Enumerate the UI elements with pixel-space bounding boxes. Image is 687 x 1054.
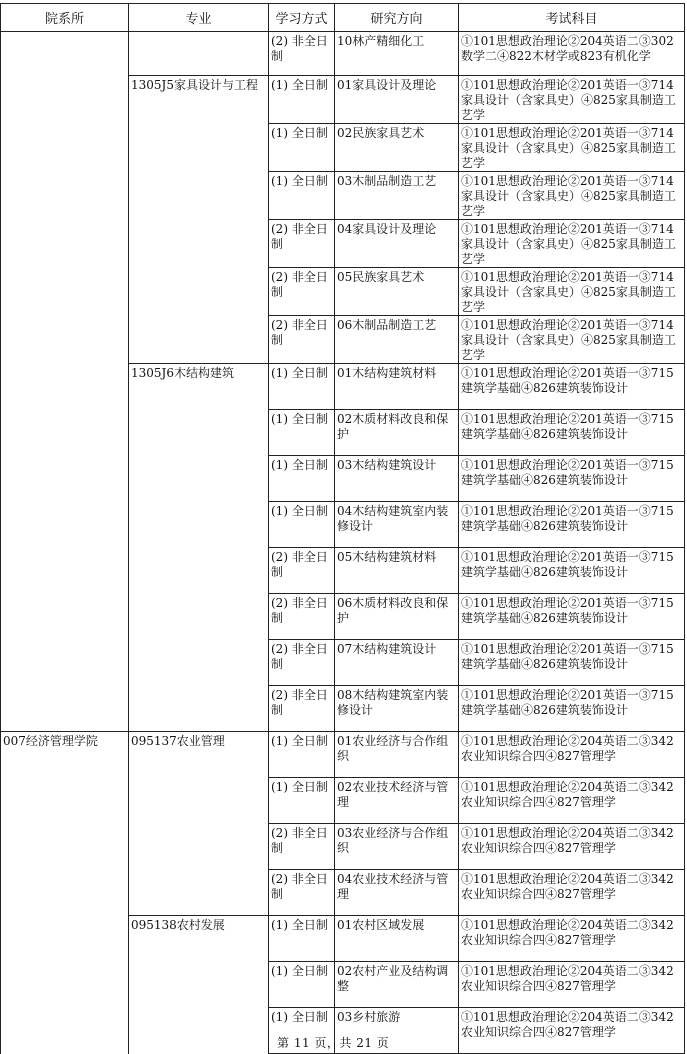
- department-cell: [1, 32, 129, 76]
- major-cell: [129, 548, 269, 594]
- exam-subjects-cell: ①101思想政治理论②201英语一③714家具设计（含家具史）④825家具制造工艺学: [459, 268, 685, 316]
- study-mode-cell: (1) 全日制: [269, 916, 335, 962]
- department-cell: [1, 594, 129, 640]
- research-direction-cell: 01农业经济与合作组织: [335, 732, 459, 778]
- exam-subjects-cell: ①101思想政治理论②201英语一③715建筑学基础④826建筑装饰设计: [459, 548, 685, 594]
- department-cell: [1, 172, 129, 220]
- department-cell: [1, 686, 129, 732]
- major-cell: 095138农村发展: [129, 916, 269, 962]
- table-row: [1, 962, 685, 1008]
- table-row: [1, 456, 685, 502]
- exam-subjects-cell: ①101思想政治理论②201英语一③715建筑学基础④826建筑装饰设计: [459, 686, 685, 732]
- study-mode-cell: (1) 全日制: [269, 456, 335, 502]
- admissions-table: [0, 3, 685, 1054]
- study-mode-cell: (2) 非全日制: [269, 824, 335, 870]
- department-cell: 007经济管理学院: [1, 732, 129, 778]
- major-cell: [129, 124, 269, 172]
- study-mode-cell: (1) 全日制: [269, 962, 335, 1008]
- table-row: [1, 172, 685, 220]
- research-direction-cell: 02农村产业及结构调整: [335, 962, 459, 1008]
- department-cell: [1, 268, 129, 316]
- study-mode-cell: (1) 全日制: [269, 364, 335, 410]
- table-body: [1, 32, 685, 1054]
- department-cell: [1, 640, 129, 686]
- research-direction-cell: 04农业技术经济与管理: [335, 870, 459, 916]
- exam-subjects-cell: ①101思想政治理论②204英语二③342农业知识综合四④827管理学: [459, 916, 685, 962]
- department-cell: [1, 410, 129, 456]
- table-row: [1, 594, 685, 640]
- study-mode-cell: (1) 全日制: [269, 502, 335, 548]
- exam-subjects-cell: ①101思想政治理论②201英语一③715建筑学基础④826建筑装饰设计: [459, 410, 685, 456]
- exam-subjects-cell: ①101思想政治理论②201英语一③714家具设计（含家具史）④825家具制造工艺学: [459, 76, 685, 124]
- header-major: 专业: [129, 4, 269, 32]
- header-department: 院系所: [1, 4, 129, 32]
- research-direction-cell: 03木制品制造工艺: [335, 172, 459, 220]
- research-direction-cell: 02农业技术经济与管理: [335, 778, 459, 824]
- research-direction-cell: 01农村区域发展: [335, 916, 459, 962]
- table-row: [1, 824, 685, 870]
- research-direction-cell: 04家具设计及理论: [335, 220, 459, 268]
- table-row: [1, 502, 685, 548]
- study-mode-cell: (1) 全日制: [269, 732, 335, 778]
- major-cell: 1305J6木结构建筑: [129, 364, 269, 410]
- exam-subjects-cell: ①101思想政治理论②201英语一③715建筑学基础④826建筑装饰设计: [459, 364, 685, 410]
- study-mode-cell: (2) 非全日制: [269, 640, 335, 686]
- table-row: [1, 220, 685, 268]
- major-cell: 095137农业管理: [129, 732, 269, 778]
- department-cell: [1, 124, 129, 172]
- exam-subjects-cell: ①101思想政治理论②204英语二③342农业知识综合四④827管理学: [459, 1008, 685, 1054]
- major-cell: [129, 686, 269, 732]
- department-cell: [1, 824, 129, 870]
- research-direction-cell: 01木结构建筑材料: [335, 364, 459, 410]
- table-row: [1, 76, 685, 124]
- department-cell: [1, 220, 129, 268]
- major-cell: [129, 172, 269, 220]
- major-cell: [129, 824, 269, 870]
- table-row: [1, 410, 685, 456]
- major-cell: [129, 870, 269, 916]
- table-row: [1, 870, 685, 916]
- research-direction-cell: 06木质材料改良和保护: [335, 594, 459, 640]
- table-row: [1, 268, 685, 316]
- study-mode-cell: (1) 全日制: [269, 1008, 335, 1054]
- table-row: [1, 124, 685, 172]
- exam-subjects-cell: ①101思想政治理论②201英语一③715建筑学基础④826建筑装饰设计: [459, 456, 685, 502]
- study-mode-cell: (2) 非全日制: [269, 548, 335, 594]
- table-row: [1, 686, 685, 732]
- study-mode-cell: (1) 全日制: [269, 124, 335, 172]
- major-cell: [129, 502, 269, 548]
- major-cell: [129, 594, 269, 640]
- table-header-row: [1, 4, 685, 32]
- study-mode-cell: (2) 非全日制: [269, 594, 335, 640]
- department-cell: [1, 76, 129, 124]
- major-cell: [129, 778, 269, 824]
- research-direction-cell: 01家具设计及理论: [335, 76, 459, 124]
- admissions-table-wrapper: [0, 3, 685, 1054]
- study-mode-cell: (2) 非全日制: [269, 316, 335, 364]
- major-cell: [129, 268, 269, 316]
- exam-subjects-cell: ①101思想政治理论②201英语一③714家具设计（含家具史）④825家具制造工艺学: [459, 172, 685, 220]
- study-mode-cell: (1) 全日制: [269, 172, 335, 220]
- department-cell: [1, 870, 129, 916]
- research-direction-cell: 03农业经济与合作组织: [335, 824, 459, 870]
- major-cell: [129, 640, 269, 686]
- exam-subjects-cell: ①101思想政治理论②201英语一③715建筑学基础④826建筑装饰设计: [459, 594, 685, 640]
- exam-subjects-cell: ①101思想政治理论②204英语二③342农业知识综合四④827管理学: [459, 870, 685, 916]
- table-row: [1, 732, 685, 778]
- major-cell: [129, 962, 269, 1008]
- table-row: [1, 316, 685, 364]
- major-cell: [129, 1008, 269, 1054]
- exam-subjects-cell: ①101思想政治理论②204英语二③342农业知识综合四④827管理学: [459, 778, 685, 824]
- research-direction-cell: 03乡村旅游: [335, 1008, 459, 1054]
- exam-subjects-cell: ①101思想政治理论②204英语二③342农业知识综合四④827管理学: [459, 824, 685, 870]
- study-mode-cell: (2) 非全日制: [269, 268, 335, 316]
- research-direction-cell: 05民族家具艺术: [335, 268, 459, 316]
- research-direction-cell: 03木结构建筑设计: [335, 456, 459, 502]
- table-row: [1, 640, 685, 686]
- study-mode-cell: (2) 非全日制: [269, 32, 335, 76]
- research-direction-cell: 02民族家具艺术: [335, 124, 459, 172]
- department-cell: [1, 1008, 129, 1054]
- study-mode-cell: (2) 非全日制: [269, 870, 335, 916]
- exam-subjects-cell: ①101思想政治理论②201英语一③715建筑学基础④826建筑装饰设计: [459, 640, 685, 686]
- exam-subjects-cell: ①101思想政治理论②204英语二③302数学二④822木材学或823有机化学: [459, 32, 685, 76]
- research-direction-cell: 08木结构建筑室内装修设计: [335, 686, 459, 732]
- research-direction-cell: 06木制品制造工艺: [335, 316, 459, 364]
- research-direction-cell: 05木结构建筑材料: [335, 548, 459, 594]
- table-row: [1, 916, 685, 962]
- department-cell: [1, 364, 129, 410]
- major-cell: [129, 32, 269, 76]
- major-cell: [129, 456, 269, 502]
- table-row: [1, 364, 685, 410]
- major-cell: 1305J5家具设计与工程: [129, 76, 269, 124]
- study-mode-cell: (1) 全日制: [269, 778, 335, 824]
- exam-subjects-cell: ①101思想政治理论②204英语二③342农业知识综合四④827管理学: [459, 732, 685, 778]
- major-cell: [129, 316, 269, 364]
- study-mode-cell: (2) 非全日制: [269, 686, 335, 732]
- page-number-footer: 第 11 页，共 21 页: [277, 1036, 390, 1050]
- header-research-direction: 研究方向: [335, 4, 459, 32]
- table-row: [1, 32, 685, 76]
- research-direction-cell: 10林产精细化工: [335, 32, 459, 76]
- study-mode-cell: (1) 全日制: [269, 76, 335, 124]
- exam-subjects-cell: ①101思想政治理论②204英语二③342农业知识综合四④827管理学: [459, 962, 685, 1008]
- department-cell: [1, 502, 129, 548]
- header-study-mode: 学习方式: [269, 4, 335, 32]
- research-direction-cell: 04木结构建筑室内装修设计: [335, 502, 459, 548]
- exam-subjects-cell: ①101思想政治理论②201英语一③714家具设计（含家具史）④825家具制造工艺学: [459, 316, 685, 364]
- department-cell: [1, 778, 129, 824]
- exam-subjects-cell: ①101思想政治理论②201英语一③715建筑学基础④826建筑装饰设计: [459, 502, 685, 548]
- department-cell: [1, 456, 129, 502]
- study-mode-cell: (1) 全日制: [269, 410, 335, 456]
- department-cell: [1, 548, 129, 594]
- table-row: [1, 548, 685, 594]
- study-mode-cell: (2) 非全日制: [269, 220, 335, 268]
- exam-subjects-cell: ①101思想政治理论②201英语一③714家具设计（含家具史）④825家具制造工艺学: [459, 220, 685, 268]
- research-direction-cell: 02木质材料改良和保护: [335, 410, 459, 456]
- research-direction-cell: 07木结构建筑设计: [335, 640, 459, 686]
- department-cell: [1, 316, 129, 364]
- major-cell: [129, 220, 269, 268]
- exam-subjects-cell: ①101思想政治理论②201英语一③714家具设计（含家具史）④825家具制造工艺学: [459, 124, 685, 172]
- department-cell: [1, 916, 129, 962]
- major-cell: [129, 410, 269, 456]
- header-exam-subjects: 考试科目: [459, 4, 685, 32]
- department-cell: [1, 962, 129, 1008]
- table-row: [1, 778, 685, 824]
